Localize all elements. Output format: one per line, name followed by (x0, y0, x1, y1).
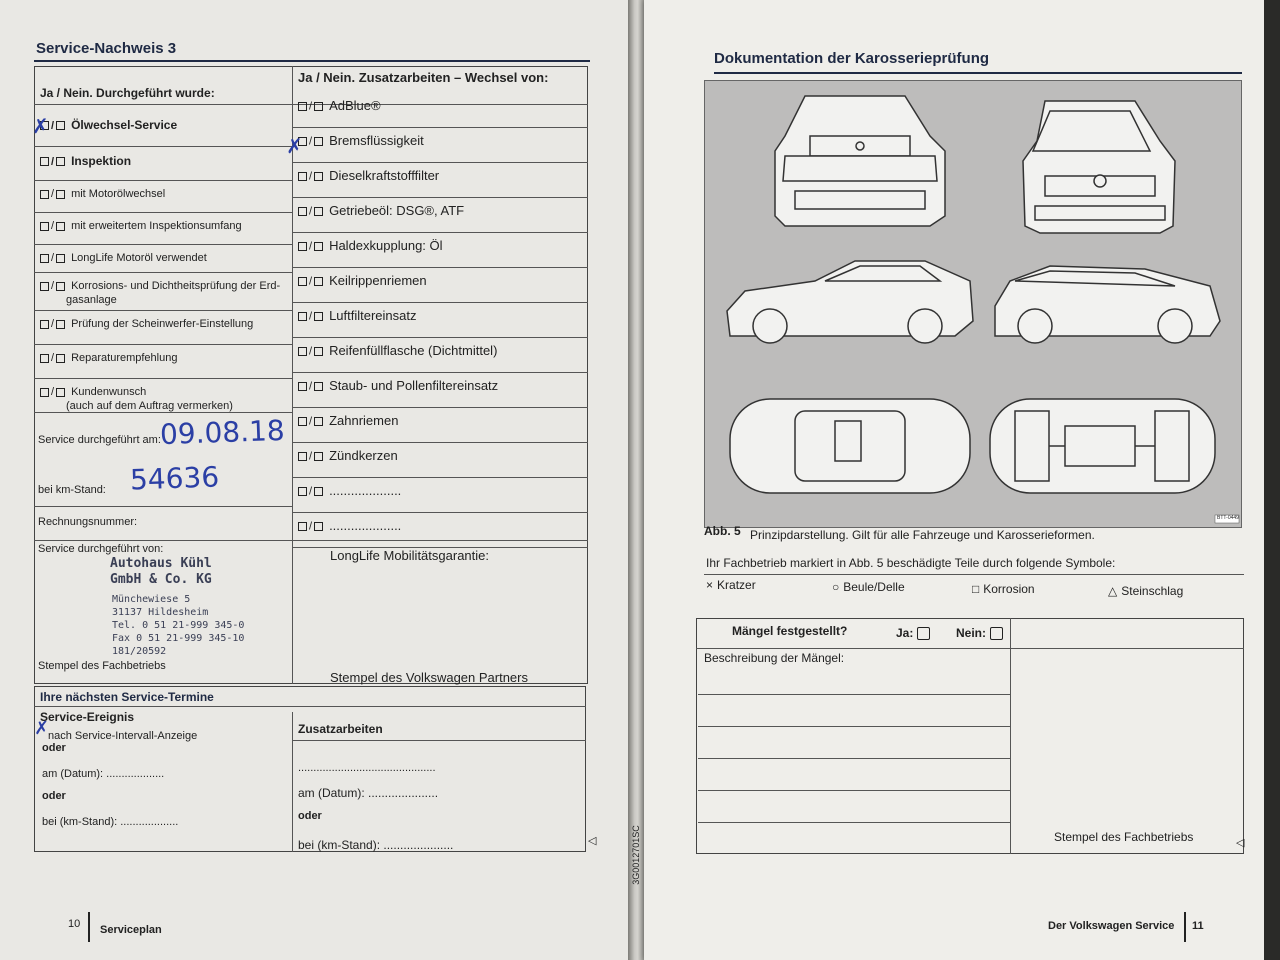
row-rule (292, 372, 588, 373)
car-underbody-view (990, 399, 1215, 493)
stamp-line-3: Münchewiese 5 (112, 594, 191, 605)
figure-code: BTT-0449 (1217, 515, 1239, 521)
checkbox-no[interactable] (56, 254, 65, 263)
title-rule (34, 60, 590, 62)
row-rule (292, 162, 588, 163)
stamp-vw-label: Stempel des Volkswagen Partners (330, 670, 528, 685)
page-number-left: 10 (68, 918, 81, 930)
done-item-label: Kundenwunsch (71, 386, 147, 398)
am-datum-right: am (Datum): ..................... (298, 786, 439, 800)
book-spine (628, 0, 644, 960)
done-item (38, 352, 177, 364)
extra-work-item (296, 238, 443, 253)
symbols-intro: Ihr Fachbetrieb markiert in Abb. 5 beschädigte Teile durch folgende Symbole: (706, 556, 1116, 570)
col-left-header: Ja / Nein. Durchgeführt wurde: (40, 86, 215, 100)
checkbox-no[interactable] (314, 242, 323, 251)
checkbox-no[interactable] (56, 282, 65, 291)
footer-section-left: Serviceplan (100, 924, 162, 936)
right-arrow-icon: ◁ (1236, 837, 1245, 849)
row-rule (34, 412, 292, 413)
separator: / (51, 352, 55, 365)
checkbox-yes[interactable] (298, 522, 307, 531)
defects-divider (1010, 618, 1011, 854)
description-label: Beschreibung der Mängel: (704, 651, 845, 665)
footer-section-right: Der Volkswagen Service (1048, 920, 1175, 932)
caption-text: Prinzipdarstellung. Gilt für alle Fahrzeuge und Karosserieformen. (750, 528, 1095, 542)
row-rule (34, 378, 292, 379)
checkbox-yes[interactable] (40, 282, 49, 291)
checkbox-yes[interactable] (298, 172, 307, 181)
check-mark-interval: ✗ (33, 717, 50, 740)
next-extra-header: Zusatzarbeiten (298, 722, 383, 736)
separator: / (51, 188, 55, 201)
bei-km-right: bei (km-Stand): ..................... (298, 838, 454, 852)
checkbox-yes[interactable] (298, 312, 307, 321)
done-item-label: Korrosions- und Dichtheitsprüfung der Erd- (71, 280, 281, 292)
row-rule (292, 127, 588, 128)
footer-divider-right (1184, 912, 1186, 942)
checkbox-no[interactable] (314, 207, 323, 216)
separator: / (309, 450, 313, 463)
oder-label: oder (42, 742, 66, 754)
row-rule (34, 212, 292, 213)
row-rule (292, 407, 588, 408)
checkbox-no[interactable] (314, 277, 323, 286)
separator: / (309, 275, 313, 288)
separator: / (51, 280, 55, 293)
separator: / (51, 386, 55, 399)
row-rule (292, 302, 588, 303)
row-rule (34, 146, 292, 147)
extra-dots: ............................................. (298, 762, 436, 774)
extra-work-item (296, 168, 439, 183)
symbol-label: Korrosion (983, 582, 1035, 596)
separator: / (309, 205, 313, 218)
extra-work-item (296, 518, 401, 533)
separator: / (309, 345, 313, 358)
row-rule (34, 706, 586, 707)
done-item (38, 154, 131, 168)
stamp-line-4: 31137 Hildesheim (112, 607, 209, 618)
stamp-line-1: Autohaus Kühl (110, 556, 212, 571)
damage-symbol (832, 580, 905, 594)
extra-work-label: AdBlue® (329, 98, 381, 113)
extra-work-label: Luftfiltereinsatz (329, 308, 417, 323)
service-date-value: 09.08.18 (159, 413, 286, 452)
row-rule (292, 337, 588, 338)
check-mark-brake: ✗ (285, 133, 304, 159)
checkbox-no[interactable] (314, 487, 323, 496)
description-line (698, 726, 1010, 727)
caption-number: Abb. 5 (704, 524, 741, 538)
checkbox-no[interactable] (314, 417, 323, 426)
side-code: 3G0012701SC (630, 825, 641, 885)
checkbox-yes[interactable] (40, 388, 49, 397)
extra-work-item (296, 343, 497, 358)
separator: / (309, 415, 313, 428)
defects-header-rule (696, 648, 1244, 649)
checkbox-yes[interactable] (40, 190, 49, 199)
symbol-glyph-icon: ○ (832, 580, 840, 594)
symbol-glyph-icon: × (706, 578, 714, 592)
defects-label: Mängel festgestellt? (732, 624, 848, 638)
bei-km-label: bei (km-Stand): ................... (42, 816, 179, 828)
done-item (38, 118, 177, 132)
car-outlines (705, 81, 1241, 527)
longlife-label: LongLife Mobilitätsgarantie: (330, 548, 489, 563)
separator: / (51, 155, 55, 168)
done-item-label: Reparaturempfehlung (71, 352, 178, 364)
checkbox-yes[interactable] (40, 354, 49, 363)
checkbox-yes[interactable] (298, 347, 307, 356)
checkbox-yes[interactable] (298, 452, 307, 461)
separator: / (309, 100, 313, 113)
done-item (38, 220, 242, 232)
extra-work-label: .................... (329, 518, 402, 533)
page-number-right: 11 (1192, 920, 1204, 932)
separator: / (309, 135, 313, 148)
stamp-line-2: GmbH & Co. KG (110, 572, 212, 587)
checkbox-yes[interactable] (298, 277, 307, 286)
checkbox-yes[interactable] (40, 320, 49, 329)
extra-work-item (296, 413, 398, 428)
checkbox-no[interactable] (314, 382, 323, 391)
ja-text: Ja: (896, 626, 914, 640)
car-rear-view (775, 96, 945, 226)
stamp-line-6: Fax 0 51 21-999 345-10 (112, 633, 245, 644)
description-line (698, 822, 1010, 823)
symbol-glyph-icon: □ (972, 582, 980, 596)
checkbox-no[interactable] (56, 388, 65, 397)
left-page (0, 0, 628, 960)
checkbox-no[interactable] (314, 102, 323, 111)
checkbox-no[interactable] (56, 354, 65, 363)
page-title: Service-Nachweis 3 (36, 40, 177, 57)
row-rule (292, 232, 588, 233)
service-date-label: Service durchgeführt am: (38, 434, 161, 446)
invoice-label: Rechnungsnummer: (38, 516, 138, 528)
done-item-label: mit erweitertem Inspektionsumfang (71, 220, 242, 232)
extra-work-label: Reifenfüllflasche (Dichtmittel) (329, 343, 498, 358)
checkbox-no[interactable] (314, 137, 323, 146)
checkbox-no[interactable] (314, 312, 323, 321)
checkbox-no[interactable] (56, 190, 65, 199)
extra-work-label: Getriebeöl: DSG®, ATF (329, 203, 465, 218)
row-rule (34, 540, 588, 541)
checkbox-no[interactable] (314, 172, 323, 181)
symbol-label: Kratzer (717, 578, 756, 592)
next-event-header: Service-Ereignis (40, 710, 135, 724)
extra-work-item (296, 203, 464, 218)
row-rule (292, 512, 588, 513)
checkbox-yes[interactable] (298, 487, 307, 496)
done-item-label: Inspektion (71, 154, 132, 168)
checkbox-yes[interactable] (298, 417, 307, 426)
symbol-label: Beule/Delle (843, 580, 905, 594)
performed-by-label: Service durchgeführt von: (38, 543, 164, 555)
checkbox-no[interactable] (314, 452, 323, 461)
extra-work-label: Bremsflüssigkeit (329, 133, 424, 148)
separator: / (51, 220, 55, 233)
extra-work-item (296, 378, 498, 393)
separator: / (309, 170, 313, 183)
stamp-line-7: 181/20592 (112, 646, 167, 657)
checkbox-yes[interactable] (40, 157, 49, 166)
row-rule (34, 310, 292, 311)
separator: / (51, 252, 55, 265)
nein-text: Nein: (956, 626, 986, 640)
damage-symbol (706, 578, 756, 592)
col-right-header: Ja / Nein. Zusatzarbeiten – Wechsel von: (298, 70, 549, 85)
done-item-label-2: gasanlage (66, 294, 117, 306)
extra-work-item (296, 448, 398, 463)
separator: / (309, 240, 313, 253)
checkbox-yes[interactable] (40, 254, 49, 263)
separator: / (51, 318, 55, 331)
extra-work-label: Staub- und Pollenfiltereinsatz (329, 378, 499, 393)
stamp-line-5: Tel. 0 51 21-999 345-0 (112, 620, 245, 631)
done-item (38, 318, 253, 330)
extra-work-item (296, 483, 401, 498)
check-mark-oil: ✗ (31, 113, 50, 139)
oder-right: oder (298, 810, 322, 822)
am-datum-label: am (Datum): ................... (42, 768, 165, 780)
column-divider (292, 66, 293, 684)
extra-work-item (296, 308, 417, 323)
body-diagram-figure (704, 80, 1242, 528)
row-rule (292, 267, 588, 268)
row-rule (34, 506, 292, 507)
checkbox-yes[interactable] (298, 242, 307, 251)
checkbox-no[interactable] (314, 347, 323, 356)
car-top-view (730, 399, 970, 493)
extra-work-label: Zündkerzen (329, 448, 398, 463)
next-interval-label: nach Service-Intervall-Anzeige (48, 730, 198, 742)
car-side-left (727, 261, 973, 343)
background-edge (1264, 0, 1280, 960)
extra-work-label: Haldexkupplung: Öl (329, 238, 443, 253)
row-rule (292, 477, 588, 478)
separator: / (309, 485, 313, 498)
nein-checkbox[interactable] (990, 627, 1003, 640)
separator: / (309, 520, 313, 533)
extra-work-item (296, 273, 427, 288)
description-line (698, 790, 1010, 791)
checkbox-no[interactable] (314, 522, 323, 531)
symbol-label: Steinschlag (1121, 584, 1184, 598)
checkbox-no[interactable] (56, 222, 65, 231)
symbol-glyph-icon: △ (1108, 584, 1118, 598)
right-title-rule (714, 72, 1242, 74)
next-service-title: Ihre nächsten Service-Termine (40, 690, 214, 704)
done-item-label: Ölwechsel-Service (71, 118, 178, 132)
row-rule (34, 244, 292, 245)
car-front-view (1023, 101, 1175, 233)
done-item (38, 252, 207, 264)
damage-symbol (1108, 584, 1183, 598)
extra-work-label: Dieselkraftstofffilter (329, 168, 440, 183)
done-item-label: LongLife Motoröl verwendet (71, 252, 207, 264)
ja-checkbox[interactable] (917, 627, 930, 640)
row-rule (292, 442, 588, 443)
row-rule (34, 180, 292, 181)
separator: / (51, 119, 55, 132)
nein-label (956, 626, 1003, 640)
footer-divider (88, 912, 90, 942)
checkbox-yes[interactable] (298, 207, 307, 216)
right-page-title: Dokumentation der Karosserieprüfung (714, 50, 990, 67)
damage-symbol (972, 582, 1035, 596)
done-item-label-2: (auch auf dem Auftrag vermerken) (66, 400, 233, 412)
next-divider (292, 712, 293, 852)
description-line (698, 758, 1010, 759)
checkbox-yes[interactable] (298, 102, 307, 111)
checkbox-no[interactable] (56, 320, 65, 329)
done-item-label: Prüfung der Scheinwerfer-Einstellung (71, 318, 254, 330)
km-value: 54636 (129, 460, 220, 497)
ja-label (896, 626, 930, 640)
car-side-right (995, 266, 1220, 343)
right-stamp-label: Stempel des Fachbetriebs (1054, 830, 1194, 844)
row-rule (34, 272, 292, 273)
separator: / (309, 310, 313, 323)
symbols-rule (704, 574, 1244, 575)
done-item-label: mit Motorölwechsel (71, 188, 166, 200)
extra-work-item (296, 98, 381, 113)
extra-work-label: Keilrippenriemen (329, 273, 427, 288)
checkbox-no[interactable] (56, 157, 65, 166)
description-line (698, 694, 1010, 695)
done-item (38, 188, 165, 200)
checkbox-yes[interactable] (40, 222, 49, 231)
separator: / (309, 380, 313, 393)
row-rule (292, 740, 586, 741)
km-label: bei km-Stand: (38, 484, 106, 496)
next-arrow-icon: ◁ (588, 835, 597, 847)
extra-work-label: .................... (329, 483, 402, 498)
extra-work-label: Zahnriemen (329, 413, 399, 428)
row-rule (34, 344, 292, 345)
stamp-dealer-label: Stempel des Fachbetriebs (38, 660, 166, 672)
oder-label-2: oder (42, 790, 66, 802)
checkbox-no[interactable] (56, 121, 65, 130)
done-item (38, 386, 146, 398)
extra-work-item (296, 133, 424, 148)
row-rule (292, 197, 588, 198)
checkbox-yes[interactable] (298, 382, 307, 391)
done-item (38, 280, 280, 292)
